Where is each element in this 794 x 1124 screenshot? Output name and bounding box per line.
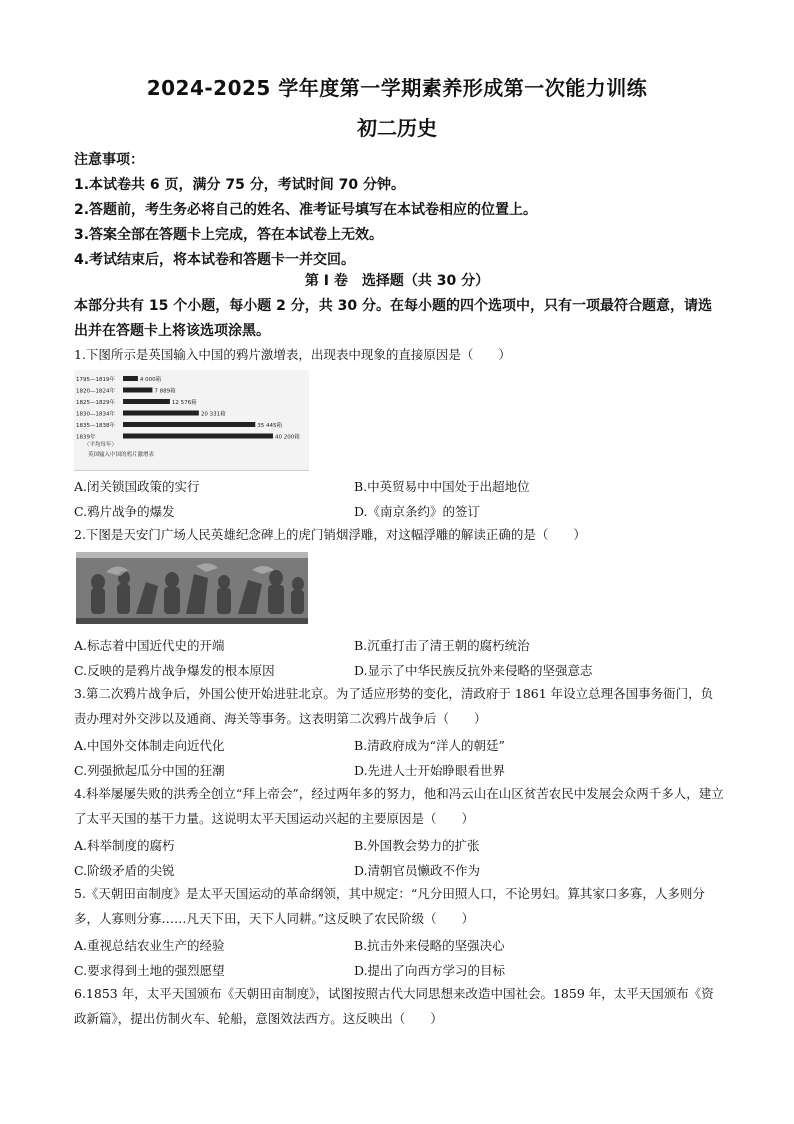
option-c[interactable]: C.鸦片战争的爆发 [74, 504, 175, 519]
section-title: 第 Ⅰ 卷 选择题（共 30 分） [304, 273, 490, 289]
question-stem: 2.下图是天安门广场人民英雄纪念碑上的虎门销烟浮雕，对这幅浮雕的解读正确的是（ ） [74, 527, 586, 542]
chart-bar [123, 422, 255, 427]
chart-bar [123, 388, 152, 393]
option-d[interactable]: D.先进人士开始睁眼看世界 [354, 763, 506, 778]
option-b[interactable]: B.外国教会势力的扩张 [354, 838, 480, 853]
question-stem: 5.《天朝田亩制度》是太平天国运动的革命纲领，其中规定：“凡分田照人口，不论男妇。算其家口多寡，人多则分多，人寡则分寡……凡天下田，天下人同耕。”这反映了农民阶级（ ） [74, 886, 705, 926]
chart-bar [123, 434, 273, 439]
page-title: 2024-2025 学年度第一学期素养形成第一次能力训练 [146, 76, 648, 100]
option-b[interactable]: B.中英贸易中中国处于出超地位 [354, 479, 530, 494]
notes-heading: 注意事项： [74, 152, 144, 168]
chart-value-label: 12 576箱 [171, 400, 197, 406]
option-d[interactable]: D.清朝官员懒政不作为 [354, 863, 481, 878]
opium-chart-svg [74, 370, 309, 470]
chart-category-label: 1825—1829年 [76, 400, 115, 406]
option-d[interactable]: D.《南京条约》的签订 [354, 504, 481, 519]
question-stem: 6.1853 年，太平天国颁布《天朝田亩制度》，试图按照古代大同思想来改造中国社会。1859 年，太平天国颁布《资政新篇》，提出仿制火车、轮船，意图效法西方。这反映出（ ） [74, 986, 714, 1026]
notes-item: 1.本试卷共 6 页，满分 75 分，考试时间 70 分钟。 [74, 177, 406, 193]
option-a[interactable]: A.中国外交体制走向近代化 [74, 738, 225, 753]
option-c[interactable]: C.反映的是鸦片战争爆发的根本原因 [74, 663, 275, 678]
chart-value-label: 20 331箱 [200, 411, 226, 418]
option-c[interactable]: C.要求得到土地的强烈愿望 [74, 963, 225, 978]
notes-item: 3.答案全部在答题卡上完成，答在本试卷上无效。 [74, 227, 384, 243]
chart-value-label: 35 445箱 [257, 423, 283, 429]
chart-note: （平均每年） [84, 442, 118, 448]
section-intro: 本部分共有 15 个小题，每小题 2 分，共 30 分。在每小题的四个选项中，只有一项最符合题意，请选出并在答题卡上将该选项涂黑。 [74, 298, 712, 339]
chart-category-label: 1839年 [76, 434, 96, 441]
option-c[interactable]: C.阶级矛盾的尖锐 [74, 863, 175, 878]
option-a[interactable]: A.闭关锁国政策的实行 [74, 479, 200, 494]
option-c[interactable]: C.列强掀起瓜分中国的狂潮 [74, 763, 225, 778]
chart-bar [123, 411, 199, 416]
option-a[interactable]: A.重视总结农业生产的经验 [74, 938, 225, 953]
option-d[interactable]: D.显示了中华民族反抗外来侵略的坚强意志 [354, 663, 593, 678]
notes-item: 2.答题前，考生务必将自己的姓名、准考证号填写在本试卷相应的位置上。 [74, 202, 538, 218]
humen-relief-image [76, 552, 308, 624]
chart-value-label: 7 889箱 [154, 388, 176, 395]
option-a[interactable]: A.科举制度的腐朽 [74, 838, 175, 853]
chart-caption: 英国输入中国的鸦片激增表 [88, 452, 155, 458]
chart-bar [123, 376, 138, 381]
option-a[interactable]: A.标志着中国近代史的开端 [74, 638, 225, 653]
chart-value-label: 4 000箱 [139, 377, 162, 383]
question-stem: 1.下图所示是英国输入中国的鸦片激增表，出现表中现象的直接原因是（ ） [74, 347, 511, 362]
notes-item: 4.考试结束后，将本试卷和答题卡一并交回。 [74, 252, 356, 268]
chart-category-label: 1795—1819年 [76, 377, 115, 383]
opium-import-chart [74, 370, 309, 471]
notes-block [74, 148, 734, 273]
question-stem: 3.第二次鸦片战争后，外国公使开始进驻北京。为了适应形势的变化，清政府于 1861 年设立总理各国事务衙门，负责办理对外交涉以及通商、海关等事务。这表明第二次鸦片战争后（ ） [74, 686, 714, 726]
chart-value-label: 40 200箱 [275, 434, 300, 441]
page-subtitle: 初二历史 [357, 116, 437, 140]
chart-category-label: 1830—1834年 [76, 411, 115, 418]
question-stem: 4.科举屡屡失败的洪秀全创立“拜上帝会”，经过两年多的努力，他和冯云山在山区贫苦农民中发展会众两千多人，建立了太平天国的基干力量。这说明太平天国运动兴起的主要原因是（ ） [74, 786, 724, 826]
chart-bar [123, 399, 170, 404]
option-b[interactable]: B.沉重打击了清王朝的腐朽统治 [354, 638, 530, 653]
chart-category-label: 1820—1824年 [76, 388, 115, 395]
chart-category-label: 1835—1838年 [76, 423, 115, 429]
option-d[interactable]: D.提出了向西方学习的目标 [354, 963, 506, 978]
option-b[interactable]: B.抗击外来侵略的坚强决心 [354, 938, 505, 953]
option-b[interactable]: B.清政府成为“洋人的朝廷” [354, 738, 505, 753]
